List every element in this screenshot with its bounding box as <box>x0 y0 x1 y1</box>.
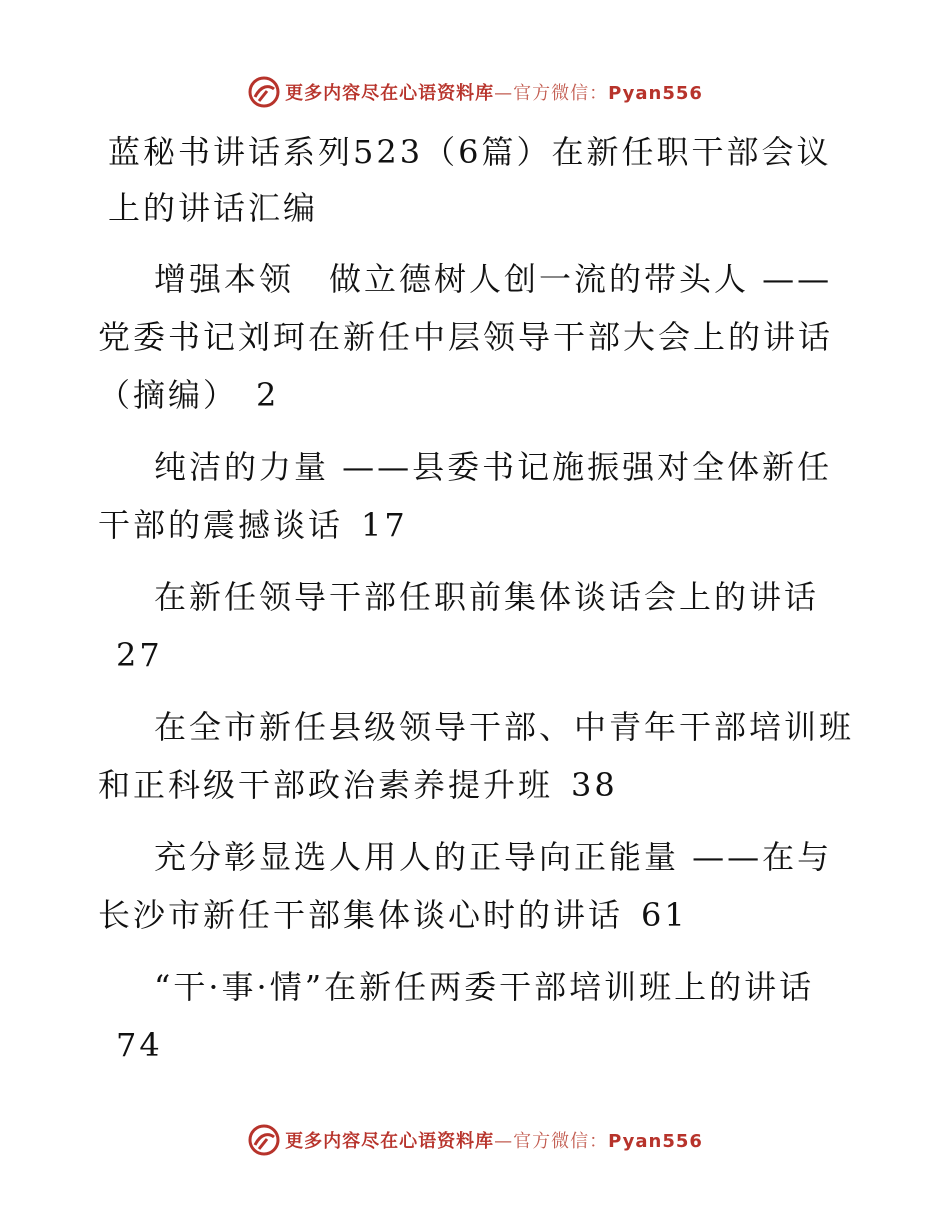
toc-entry-text: 增强本领 做立德树人创一流的带头人 ——党委书记刘珂在新任中层领导干部大会上的讲话（摘编） <box>98 260 834 414</box>
toc-entry <box>98 250 858 424</box>
ribbon-logo-icon <box>247 1123 281 1157</box>
toc-entry-text: 在全市新任县级领导干部、中青年干部培训班和正科级干部政治素养提升班 <box>98 708 855 804</box>
watermark-text: 更多内容尽在心语资料库—官方微信：Pyan556 <box>285 1131 703 1152</box>
watermark-banner-top <box>0 72 950 112</box>
toc-entry-text: 充分彰显选人用人的正导向正能量 ——在与长沙市新任干部集体谈心时的讲话 <box>98 838 833 934</box>
toc-page-number: 38 <box>571 766 618 804</box>
toc-entry-text: 纯洁的力量 ——县委书记施振强对全体新任干部的震撼谈话 <box>98 448 833 544</box>
toc-page-number: 2 <box>256 376 280 414</box>
watermark-text: 更多内容尽在心语资料库—官方微信：Pyan556 <box>285 83 703 104</box>
toc-page-number: 61 <box>641 896 688 934</box>
document-body <box>98 118 858 1074</box>
document-title: 蓝秘书讲话系列523（6篇）在新任职干部会议上的讲话汇编 <box>108 133 832 227</box>
toc-entry <box>98 828 858 944</box>
toc-page-number: 27 <box>116 636 163 674</box>
toc-entry <box>98 568 858 684</box>
toc-entry-text: “干·事·情”在新任两委干部培训班上的讲话 <box>154 968 815 1006</box>
toc-entry <box>98 438 858 554</box>
watermark-banner-bottom <box>0 1120 950 1160</box>
ribbon-logo-icon <box>247 75 281 109</box>
toc-entry <box>98 958 858 1074</box>
toc-page-number: 74 <box>116 1026 163 1064</box>
toc-entry <box>98 698 858 814</box>
toc-page-number: 17 <box>361 506 408 544</box>
toc-entry-text: 在新任领导干部任职前集体谈话会上的讲话 <box>154 578 820 616</box>
